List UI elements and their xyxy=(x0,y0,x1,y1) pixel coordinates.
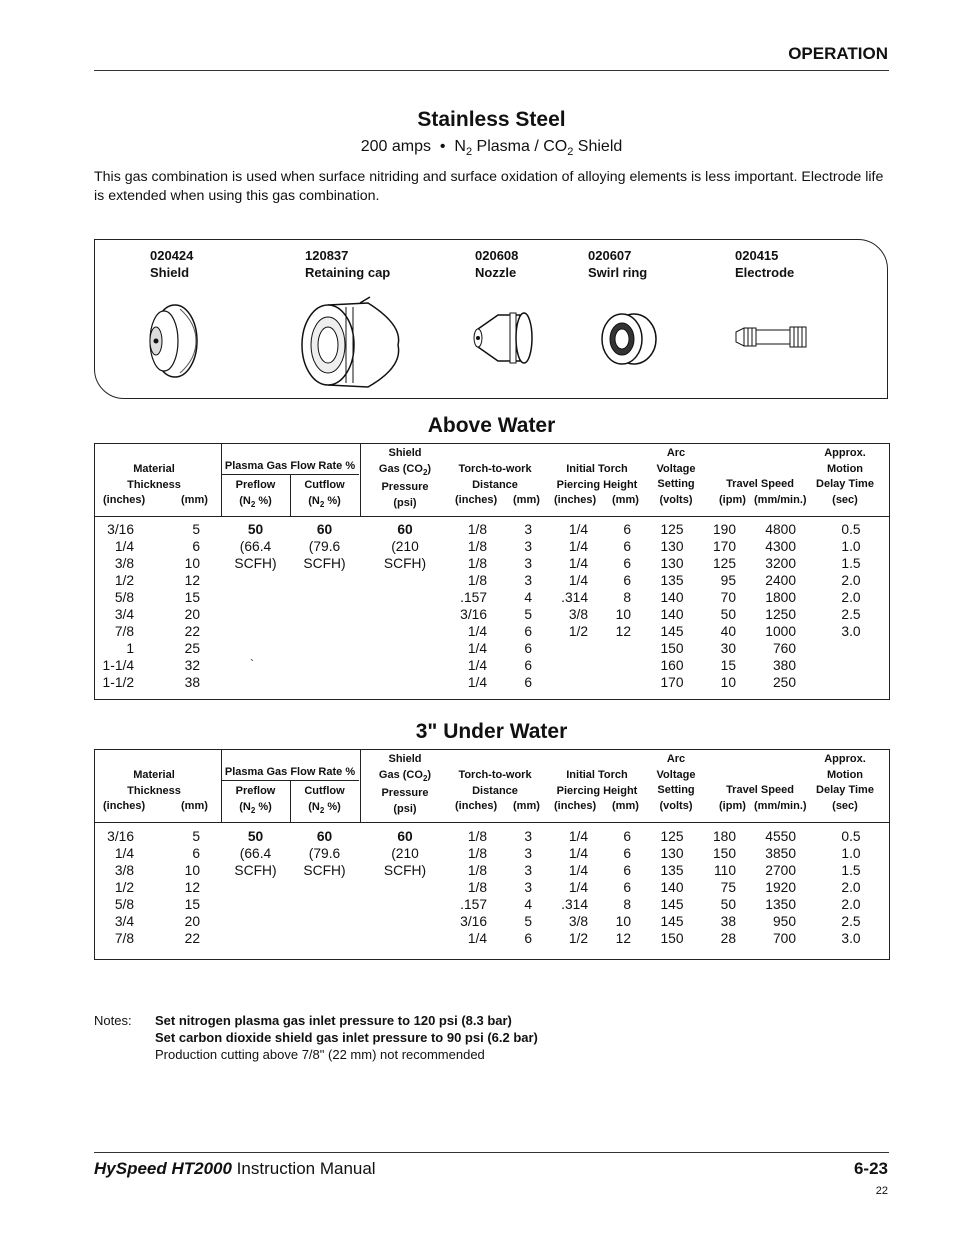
table-cell: 6 xyxy=(623,846,631,861)
table-cell: 6 xyxy=(524,658,532,673)
under-water-title: 3" Under Water xyxy=(415,720,568,743)
table-cell: 130 xyxy=(660,846,684,861)
section-title: OPERATION xyxy=(788,44,888,63)
table-cell: 6 xyxy=(623,880,631,895)
table-cell: 3/8 xyxy=(114,863,134,878)
table-cell: 20 xyxy=(184,607,200,622)
part-label-retaining-cap: 120837 Retaining cap xyxy=(305,248,391,280)
table-cell: 5 xyxy=(524,914,532,929)
table-cell: 1/4 xyxy=(568,846,588,861)
col-delay xyxy=(831,521,871,640)
col-cutflow xyxy=(290,521,359,572)
table-cell: SCFH) xyxy=(303,556,346,571)
table-cell: 38 xyxy=(184,675,200,690)
table-cell: 1/4 xyxy=(114,539,134,554)
table-cell: 170 xyxy=(660,675,684,690)
page-title: Stainless Steel xyxy=(417,108,566,131)
table-cell: 1 xyxy=(126,641,134,656)
shield-part-icon xyxy=(140,303,202,381)
table-cell: 4550 xyxy=(765,829,796,844)
table-cell: 5/8 xyxy=(114,897,134,912)
table-cell: 12 xyxy=(615,624,631,639)
col-pierce-in xyxy=(550,828,588,947)
electrode-part-icon xyxy=(730,322,810,352)
col-cutflow xyxy=(290,828,359,879)
above-water-table xyxy=(94,443,890,700)
table-cell: (66.4 xyxy=(239,539,272,554)
table-cell: 1/8 xyxy=(467,556,487,571)
table-cell: 3 xyxy=(524,573,532,588)
table-cell: 50 xyxy=(720,607,736,622)
col-preflow xyxy=(221,828,290,879)
table-cell: 3.0 xyxy=(841,624,861,639)
table-cell: 10 xyxy=(720,675,736,690)
table-cell: (210 xyxy=(391,539,419,554)
table-cell: 180 xyxy=(712,829,736,844)
table-cell: (210 xyxy=(391,846,419,861)
note-line: Set carbon dioxide shield gas inlet pressure to 90 psi (6.2 bar) xyxy=(155,1030,538,1045)
table-cell: 1/2 xyxy=(114,880,134,895)
table-cell: 7/8 xyxy=(114,624,134,639)
table-cell: 60 xyxy=(316,829,333,844)
table-cell: SCFH) xyxy=(234,863,277,878)
table-cell: 1920 xyxy=(765,880,796,895)
footer-rule xyxy=(94,1152,889,1153)
table-cell: 145 xyxy=(660,914,684,929)
table-cell: 1350 xyxy=(765,897,796,912)
table-cell: 4800 xyxy=(765,522,796,537)
table-cell: 1/2 xyxy=(568,931,588,946)
table-cell: 6 xyxy=(623,539,631,554)
table-cell: 135 xyxy=(660,863,684,878)
table-cell: 1/4 xyxy=(568,573,588,588)
table-cell: 1-1/4 xyxy=(102,658,134,673)
table-cell: 1/8 xyxy=(467,880,487,895)
table-cell: 1/2 xyxy=(114,573,134,588)
table-cell: 2.5 xyxy=(841,914,861,929)
table-cell: 1/8 xyxy=(467,539,487,554)
table-cell: 3/4 xyxy=(114,607,134,622)
table-cell: 1/8 xyxy=(467,522,487,537)
part-label-shield: 020424 Shield xyxy=(150,248,194,280)
table-cell: 95 xyxy=(720,573,736,588)
table-cell: 125 xyxy=(712,556,736,571)
col-arc-voltage xyxy=(653,828,691,947)
col-torch-in xyxy=(447,828,487,947)
table-cell: .314 xyxy=(561,590,588,605)
above-water-title: Above Water xyxy=(427,414,556,437)
table-cell: 0.5 xyxy=(841,522,861,537)
footer-manual-title: HySpeed HT2000 Instruction Manual xyxy=(94,1159,376,1178)
table-cell: 3200 xyxy=(765,556,796,571)
table-cell: 3 xyxy=(524,522,532,537)
table-cell: 170 xyxy=(712,539,736,554)
table-cell: 5 xyxy=(192,829,200,844)
table-cell: 2.0 xyxy=(841,573,861,588)
col-torch-mm xyxy=(505,828,532,947)
table-cell: 1/8 xyxy=(467,846,487,861)
table-cell: 1/4 xyxy=(568,863,588,878)
table-cell: SCFH) xyxy=(383,863,427,878)
table-cell: 22 xyxy=(184,624,200,639)
table-cell: 75 xyxy=(720,880,736,895)
table-cell: 1/4 xyxy=(568,539,588,554)
col-shield-pressure xyxy=(363,521,447,572)
table-cell: 1/4 xyxy=(467,641,487,656)
table-cell: 28 xyxy=(720,931,736,946)
table-cell: 3/16 xyxy=(107,522,134,537)
table-cell: 125 xyxy=(660,522,684,537)
table-cell: 110 xyxy=(714,863,736,878)
table-cell: 140 xyxy=(660,590,684,605)
part-label-nozzle: 020608 Nozzle xyxy=(475,248,519,280)
table-cell: 50 xyxy=(247,522,264,537)
table-cell: 1/4 xyxy=(467,658,487,673)
table-cell: 3850 xyxy=(765,846,796,861)
table-cell: 6 xyxy=(623,863,631,878)
table-cell: 150 xyxy=(660,931,684,946)
table-cell: 7/8 xyxy=(114,931,134,946)
table-cell: 135 xyxy=(660,573,684,588)
table-cell: 145 xyxy=(660,624,684,639)
table-cell: 32 xyxy=(184,658,200,673)
table-cell: 70 xyxy=(720,590,736,605)
table-cell: 1/4 xyxy=(467,675,487,690)
table-cell: 700 xyxy=(772,931,796,946)
table-cell: 6 xyxy=(623,829,631,844)
footer-page-number: 6-23 xyxy=(853,1159,888,1178)
intro-paragraph: This gas combination is used when surface nitriding and surface oxidation of alloying elements is less important. Electrode life is extended when using this gas combination. xyxy=(94,169,884,204)
table-cell: 6 xyxy=(192,846,200,861)
table-cell: 1000 xyxy=(765,624,796,639)
table-cell: SCFH) xyxy=(234,556,277,571)
col-pierce-mm xyxy=(605,521,631,640)
table-cell: 1/8 xyxy=(467,573,487,588)
stray-mark: ` xyxy=(250,657,254,671)
table-cell: 6 xyxy=(192,539,200,554)
table-cell: 3 xyxy=(524,556,532,571)
table-cell: 1/2 xyxy=(568,624,588,639)
table-cell: 1/4 xyxy=(568,880,588,895)
col-thick-in xyxy=(100,521,134,691)
table-cell: 3 xyxy=(524,880,532,895)
table-cell: 1250 xyxy=(765,607,796,622)
retaining-cap-part-icon xyxy=(298,295,408,390)
table-cell: 5/8 xyxy=(114,590,134,605)
nozzle-part-icon xyxy=(470,309,535,367)
part-label-electrode: 020415 Electrode xyxy=(735,248,795,280)
table-cell: 12 xyxy=(184,880,200,895)
table-cell: 2700 xyxy=(765,863,796,878)
table-cell: 6 xyxy=(524,931,532,946)
table-cell: 950 xyxy=(772,914,796,929)
table-cell: 130 xyxy=(660,539,684,554)
col-pierce-mm xyxy=(605,828,631,947)
table-cell: 2.0 xyxy=(841,590,861,605)
table-cell: (66.4 xyxy=(239,846,272,861)
table-cell: 150 xyxy=(660,641,684,656)
table-cell: 3 xyxy=(524,829,532,844)
table-cell: .157 xyxy=(460,590,487,605)
col-mmmin xyxy=(750,521,796,691)
table-cell: 125 xyxy=(660,829,684,844)
col-arc-voltage xyxy=(653,521,691,691)
table-cell: 50 xyxy=(720,897,736,912)
table-cell: 60 xyxy=(397,522,413,537)
table-cell: 1.0 xyxy=(841,539,861,554)
table-cell: 10 xyxy=(615,607,631,622)
table-cell: 1.5 xyxy=(841,863,861,878)
table-cell: 3/8 xyxy=(568,914,588,929)
table-cell: 22 xyxy=(184,931,200,946)
table-cell: 50 xyxy=(247,829,264,844)
table-cell: 5 xyxy=(192,522,200,537)
col-ipm xyxy=(703,521,736,691)
table-cell: 3/16 xyxy=(460,914,487,929)
table-cell: 140 xyxy=(660,880,684,895)
col-preflow xyxy=(221,521,290,572)
table-header: Material Thickness (inches) (mm) Plasma Gas Flow Rate % Preflow ($N_2$ %) Cutflow ($N_2$ %) Shield Gas $(CO_2)$ Pressure (psi) Torch-to-work Distance (inches) (mm) Initial Torch Piercing Height (inches) (mm) Arc Voltage Setting (volts) Travel Speed (ipm) (mm/min.) Approx. Motion Delay Time (sec) xyxy=(95,444,889,517)
table-cell: 1800 xyxy=(765,590,796,605)
table-cell: 2.5 xyxy=(841,607,861,622)
col-torch-in xyxy=(447,521,487,691)
table-cell: 40 xyxy=(720,624,736,639)
table-cell: 1.0 xyxy=(841,846,861,861)
table-cell: 3/16 xyxy=(107,829,134,844)
table-cell: 140 xyxy=(660,607,684,622)
table-cell: 25 xyxy=(184,641,200,656)
col-mmmin xyxy=(750,828,796,947)
page-subtitle: 200 amps • $N_2$ Plasma / $CO_2$ Shield xyxy=(360,138,623,159)
table-cell: 10 xyxy=(615,914,631,929)
table-cell: 150 xyxy=(712,846,736,861)
table-cell: 130 xyxy=(660,556,684,571)
under-water-table xyxy=(94,749,890,960)
table-cell: 1/4 xyxy=(568,522,588,537)
table-cell: 6 xyxy=(623,556,631,571)
table-cell: 4300 xyxy=(765,539,796,554)
table-cell: 20 xyxy=(184,914,200,929)
table-cell: 6 xyxy=(623,573,631,588)
table-cell: 3/8 xyxy=(568,607,588,622)
table-cell: 1.5 xyxy=(841,556,861,571)
table-cell: 3/4 xyxy=(114,914,134,929)
table-cell: 5 xyxy=(524,607,532,622)
table-cell: 3 xyxy=(524,863,532,878)
table-cell: 6 xyxy=(524,641,532,656)
table-cell: 8 xyxy=(623,590,631,605)
table-cell: 10 xyxy=(184,863,200,878)
table-cell: 1-1/2 xyxy=(102,675,134,690)
col-delay xyxy=(831,828,871,947)
table-cell: 3.0 xyxy=(841,931,861,946)
table-cell: 160 xyxy=(660,658,684,673)
col-pierce-in xyxy=(550,521,588,640)
sheet-number: 22 xyxy=(875,1185,888,1197)
note-line: Production cutting above 7/8" (22 mm) not recommended xyxy=(155,1047,485,1062)
table-cell: 1/8 xyxy=(467,863,487,878)
table-cell: SCFH) xyxy=(303,863,346,878)
table-cell: 380 xyxy=(772,658,796,673)
table-cell: 2400 xyxy=(765,573,796,588)
table-cell: 1/4 xyxy=(568,829,588,844)
table-cell: 4 xyxy=(524,897,532,912)
table-cell: 15 xyxy=(184,590,200,605)
table-cell: 60 xyxy=(316,522,333,537)
part-label-swirl-ring: 020607 Swirl ring xyxy=(588,248,648,280)
note-line: Set nitrogen plasma gas inlet pressure to 120 psi (8.3 bar) xyxy=(155,1013,512,1028)
table-cell: 1/4 xyxy=(467,931,487,946)
table-cell: 1/4 xyxy=(467,624,487,639)
table-cell: 1/8 xyxy=(467,829,487,844)
table-cell: 38 xyxy=(720,914,736,929)
table-cell: 2.0 xyxy=(841,880,861,895)
table-cell: 190 xyxy=(712,522,736,537)
table-cell: 4 xyxy=(524,590,532,605)
table-cell: 10 xyxy=(184,556,200,571)
table-cell: 6 xyxy=(524,624,532,639)
table-cell: (79.6 xyxy=(308,846,341,861)
table-cell: 145 xyxy=(660,897,684,912)
table-cell: 8 xyxy=(623,897,631,912)
table-cell: 1/4 xyxy=(568,556,588,571)
table-cell: 30 xyxy=(720,641,736,656)
table-cell: 15 xyxy=(720,658,736,673)
table-cell: .157 xyxy=(460,897,487,912)
col-thick-mm xyxy=(165,521,200,691)
table-cell: 6 xyxy=(623,522,631,537)
table-cell: 12 xyxy=(184,573,200,588)
table-cell: 3 xyxy=(524,539,532,554)
table-cell: SCFH) xyxy=(383,556,427,571)
header-rule xyxy=(94,70,889,71)
table-cell: 3/16 xyxy=(460,607,487,622)
col-shield-pressure xyxy=(363,828,447,879)
col-thick-in xyxy=(100,828,134,947)
table-header: Material Thickness (inches) (mm) Plasma Gas Flow Rate % Preflow ($N_2$ %) Cutflow ($N_2$ %) Shield Gas $(CO_2)$ Pressure (psi) Torch-to-work Distance (inches) (mm) Initial Torch Piercing Height (inches) (mm) Arc Voltage Setting (volts) Travel Speed (ipm) (mm/min.) Approx. Motion Delay Time (sec) xyxy=(95,750,889,823)
table-cell: 0.5 xyxy=(841,829,861,844)
col-ipm xyxy=(703,828,736,947)
table-cell: .314 xyxy=(561,897,588,912)
table-cell: 760 xyxy=(772,641,796,656)
table-cell: 2.0 xyxy=(841,897,861,912)
table-cell: 3/8 xyxy=(114,556,134,571)
table-cell: 250 xyxy=(772,675,796,690)
col-torch-mm xyxy=(505,521,532,691)
table-cell: 3 xyxy=(524,846,532,861)
table-cell: 12 xyxy=(615,931,631,946)
swirl-ring-part-icon xyxy=(598,312,660,367)
table-cell: 6 xyxy=(524,675,532,690)
table-cell: 15 xyxy=(184,897,200,912)
col-thick-mm xyxy=(165,828,200,947)
table-cell: (79.6 xyxy=(308,539,341,554)
table-cell: 1/4 xyxy=(114,846,134,861)
table-cell: 60 xyxy=(397,829,413,844)
